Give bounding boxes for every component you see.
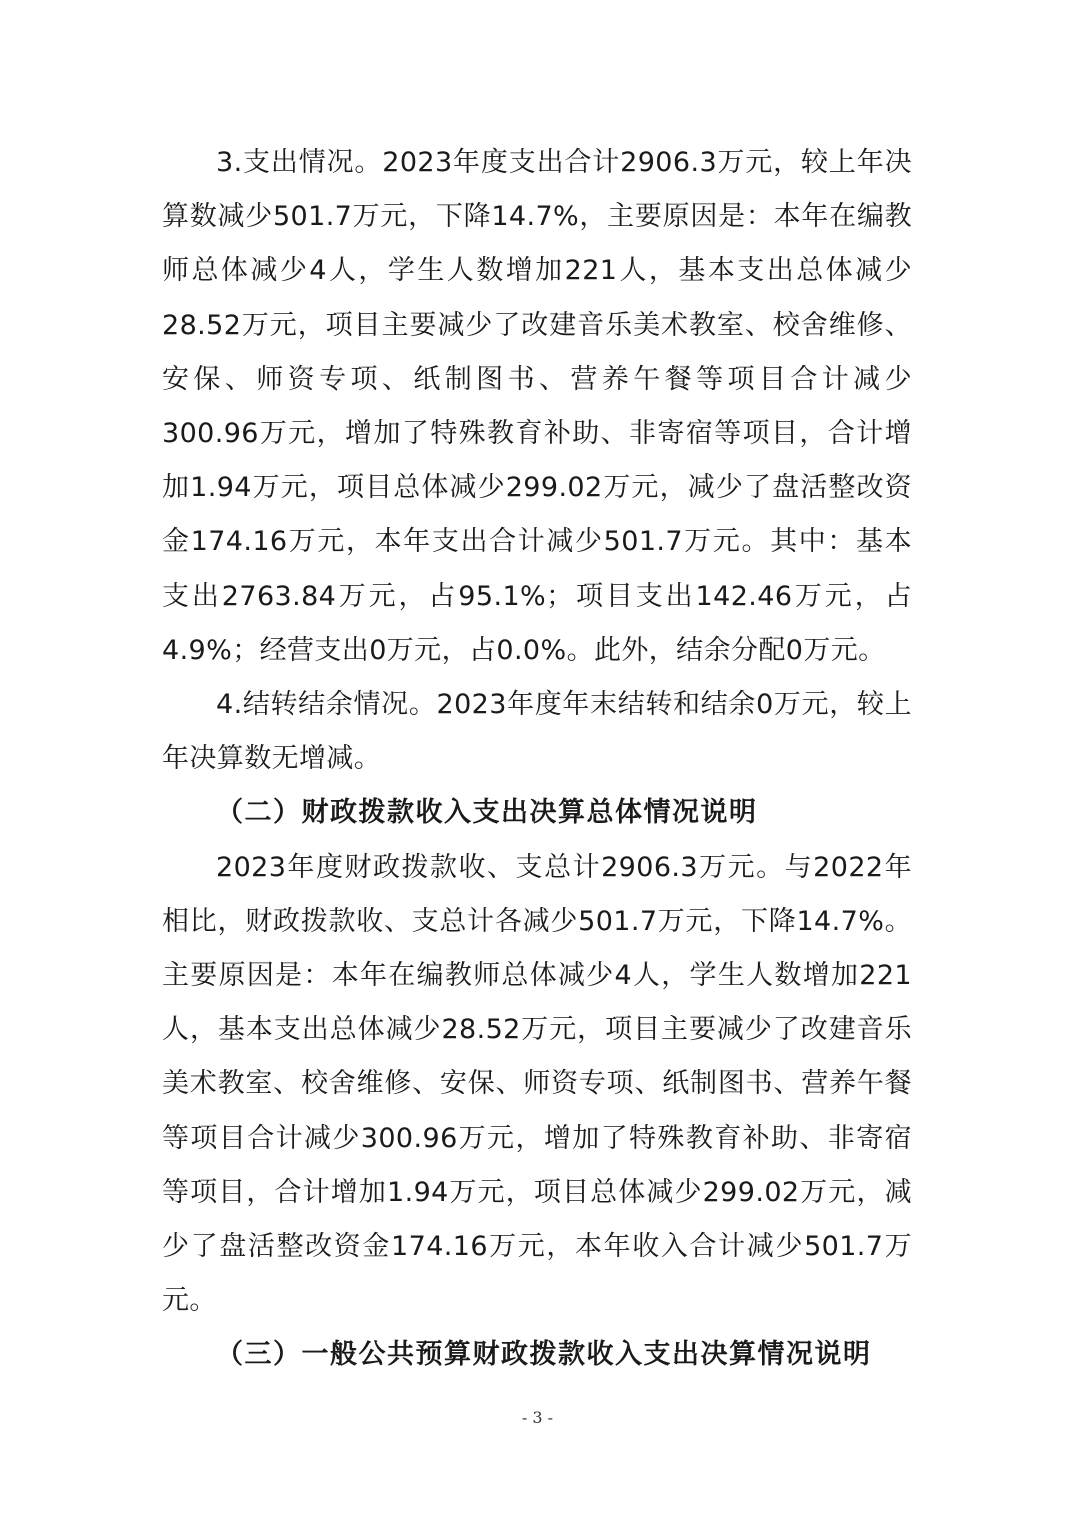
document-body	[162, 136, 912, 1383]
paragraph-carryover: 4.结转结余情况。2023年度年末结转和结余0万元，较上年决算数无增减。	[162, 689, 912, 775]
section-heading-general-budget: （三）一般公共预算财政拨款收入支出决算情况说明	[216, 1339, 872, 1371]
paragraph-fiscal-total: 2023年度财政拨款收、支总计2906.3万元。与2022年相比，财政拨款收、支总计各减少501.7万元，下降14.7%。主要原因是：本年在编教师总体减少4人，学生人数增加221人，基本支出总体减少28.52万元，项目主要减少了改建音乐美术教室、校舍维修、安保、师资专项、纸制图书、营养午餐等项目合计减少300.96万元，增加了特殊教育补助、非寄宿等项目，合计增加1.94万元，项目总体减少299.02万元，减少了盘活整改资金174.16万元，本年收入合计减少501.7万元。	[162, 851, 912, 1317]
section-heading-fiscal-overview: （二）财政拨款收入支出决算总体情况说明	[216, 797, 758, 829]
paragraph-expenditure: 3.支出情况。2023年度支出合计2906.3万元，较上年决算数减少501.7万元，下降14.7%，主要原因是：本年在编教师总体减少4人，学生人数增加221人，基本支出总体减少28.52万元，项目主要减少了改建音乐美术教室、校舍维修、安保、师资专项、纸制图书、营养午餐等项目合计减少300.96万元，增加了特殊教育补助、非寄宿等项目，合计增加1.94万元，项目总体减少299.02万元，减少了盘活整改资金174.16万元，本年支出合计减少501.7万元。其中：基本支出2763.84万元，占95.1%；项目支出142.46万元，占4.9%；经营支出0万元，占0.0%。此外，结余分配0万元。	[162, 147, 912, 666]
page-number: - 3 -	[521, 1408, 554, 1427]
